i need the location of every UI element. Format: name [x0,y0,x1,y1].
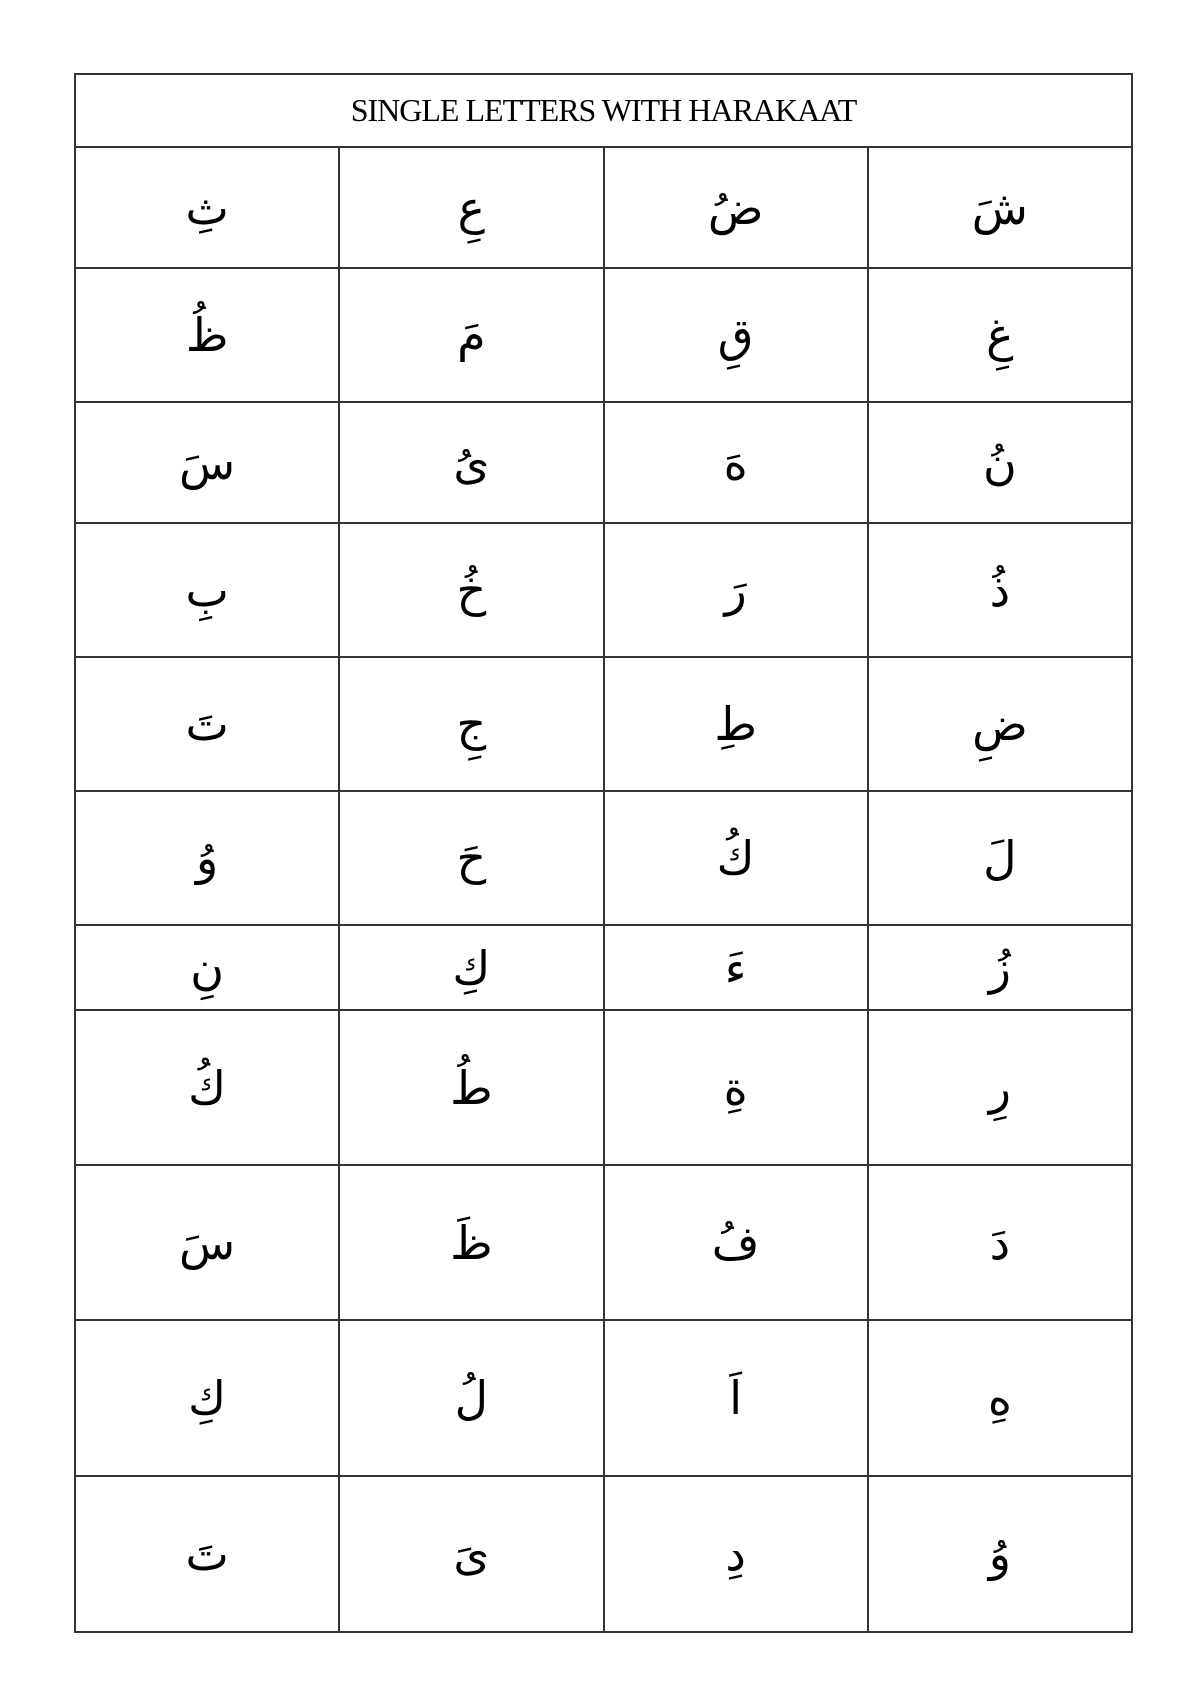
letter-cell: كُ [604,791,868,925]
letter-cell: طِ [604,657,868,791]
table-row [75,147,1132,268]
letter-cell: تَ [75,657,339,791]
letter-cell: سَ [75,402,339,523]
table-row [75,791,1132,925]
letter-cell: نُ [868,402,1132,523]
letter-cell: جِ [339,657,603,791]
letters-table [74,73,1133,1633]
letter-cell: غِ [868,268,1132,402]
letter-cell: خُ [339,523,603,657]
letter-cell: ثِ [75,147,339,268]
letter-cell: وُ [868,1476,1132,1632]
letter-cell: ظُ [75,268,339,402]
table-row [75,268,1132,402]
letter-cell: حَ [339,791,603,925]
letter-cell: زُ [868,925,1132,1010]
letter-cell: دِ [604,1476,868,1632]
table-row [75,1476,1132,1632]
letter-cell: ىُ [339,402,603,523]
letter-cell: رَ [604,523,868,657]
letter-cell: دَ [868,1165,1132,1320]
letter-cell: ضِ [868,657,1132,791]
table-row [75,1320,1132,1476]
letter-cell: طُ [339,1010,603,1165]
table-row [75,657,1132,791]
letter-cell: فُ [604,1165,868,1320]
letter-cell: لَ [868,791,1132,925]
letter-cell: قِ [604,268,868,402]
letter-cell: رِ [868,1010,1132,1165]
letter-cell: كِ [339,925,603,1010]
letter-cell: اَ [604,1320,868,1476]
table-row [75,523,1132,657]
letter-cell: هِ [868,1320,1132,1476]
table-row [75,1165,1132,1320]
letter-cell: ظَ [339,1165,603,1320]
letter-cell: بِ [75,523,339,657]
letter-cell: وُ [75,791,339,925]
letter-cell: ذُ [868,523,1132,657]
letter-cell: كُ [75,1010,339,1165]
letter-cell: مَ [339,268,603,402]
table-row [75,925,1132,1010]
letter-cell: كِ [75,1320,339,1476]
letter-cell: ءَ [604,925,868,1010]
table-row [75,402,1132,523]
table-title: SINGLE LETTERS WITH HARAKAAT [75,74,1132,147]
letter-cell: ضُ [604,147,868,268]
letter-cell: نِ [75,925,339,1010]
letter-cell: ىَ [339,1476,603,1632]
letter-cell: هَ [604,402,868,523]
letter-cell: تَ [75,1476,339,1632]
letter-cell: لُ [339,1320,603,1476]
letter-cell: سَ [75,1165,339,1320]
table-row [75,1010,1132,1165]
letter-cell: شَ [868,147,1132,268]
letter-cell: عِ [339,147,603,268]
letter-cell: ةِ [604,1010,868,1165]
